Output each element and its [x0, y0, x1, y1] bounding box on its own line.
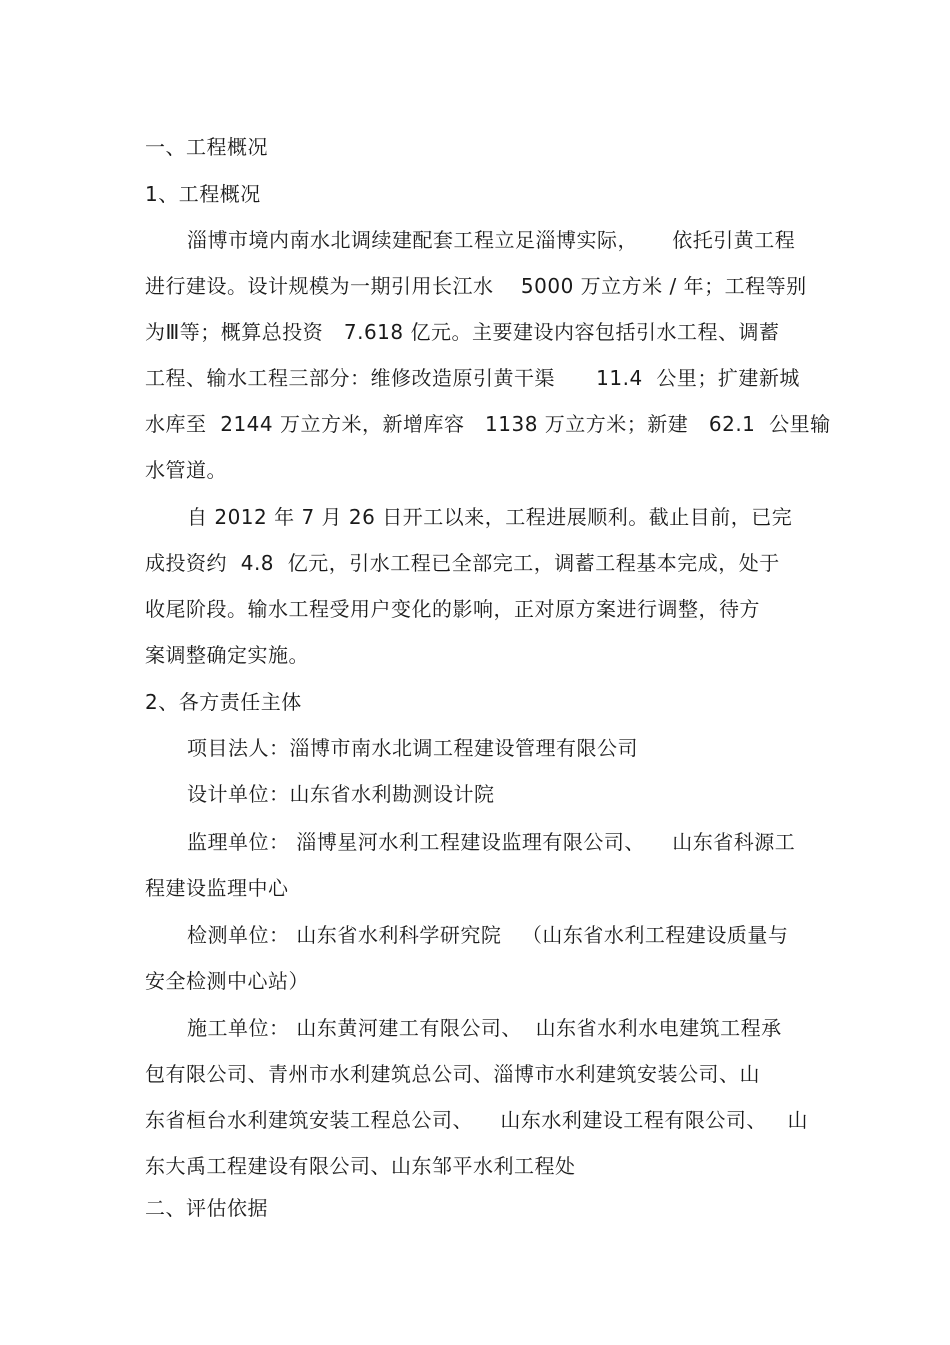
paragraph-line: 自 2012 年 7 月 26 日开工以来，工程进展顺利。截止目前，已完: [187, 505, 793, 529]
paragraph-line: 收尾阶段。输水工程受用户变化的影响，正对原方案进行调整，待方: [145, 597, 760, 621]
paragraph-line: 水库至 2144 万立方米，新增库容 1138 万立方米；新建 62.1 公里输: [145, 412, 831, 436]
paragraph-line: 工程、输水工程三部分：维修改造原引黄干渠 11.4 公里；扩建新城: [145, 366, 800, 390]
party-design: 设计单位：山东省水利勘测设计院: [187, 782, 495, 806]
subsection-heading-parties: 2、各方责任主体: [145, 690, 302, 714]
subsection-heading-overview: 1、工程概况: [145, 182, 261, 206]
paragraph-line: 淄博市境内南水北调续建配套工程立足淄博实际， 依托引黄工程: [187, 228, 796, 252]
paragraph-line: 为Ⅲ等；概算总投资 7.618 亿元。主要建设内容包括引水工程、调蓄: [145, 320, 780, 344]
paragraph-line: 进行建设。设计规模为一期引用长江水 5000 万立方米 / 年；工程等别: [145, 274, 807, 298]
section-heading-overview: 一、工程概况: [145, 135, 268, 159]
paragraph-line: 案调整确定实施。: [145, 643, 309, 667]
party-construction-cont: 东省桓台水利建筑安装工程总公司、 山东水利建设工程有限公司、 山: [145, 1108, 809, 1132]
party-supervision: 监理单位： 淄博星河水利工程建设监理有限公司、 山东省科源工: [187, 830, 796, 854]
section-heading-basis: 二、评估依据: [145, 1196, 268, 1220]
party-legal: 项目法人：淄博市南水北调工程建设管理有限公司: [187, 736, 638, 760]
party-construction-cont: 包有限公司、青州市水利建筑总公司、淄博市水利建筑安装公司、山: [145, 1062, 760, 1086]
party-supervision-cont: 程建设监理中心: [145, 876, 289, 900]
party-testing-cont: 安全检测中心站）: [145, 969, 309, 993]
paragraph-line: 成投资约 4.8 亿元，引水工程已全部完工，调蓄工程基本完成，处于: [145, 551, 780, 575]
party-testing: 检测单位： 山东省水利科学研究院 （山东省水利工程建设质量与: [187, 923, 789, 947]
party-construction: 施工单位： 山东黄河建工有限公司、 山东省水利水电建筑工程承: [187, 1016, 782, 1040]
paragraph-line: 水管道。: [145, 458, 227, 482]
party-construction-cont: 东大禹工程建设有限公司、山东邹平水利工程处: [145, 1154, 576, 1178]
